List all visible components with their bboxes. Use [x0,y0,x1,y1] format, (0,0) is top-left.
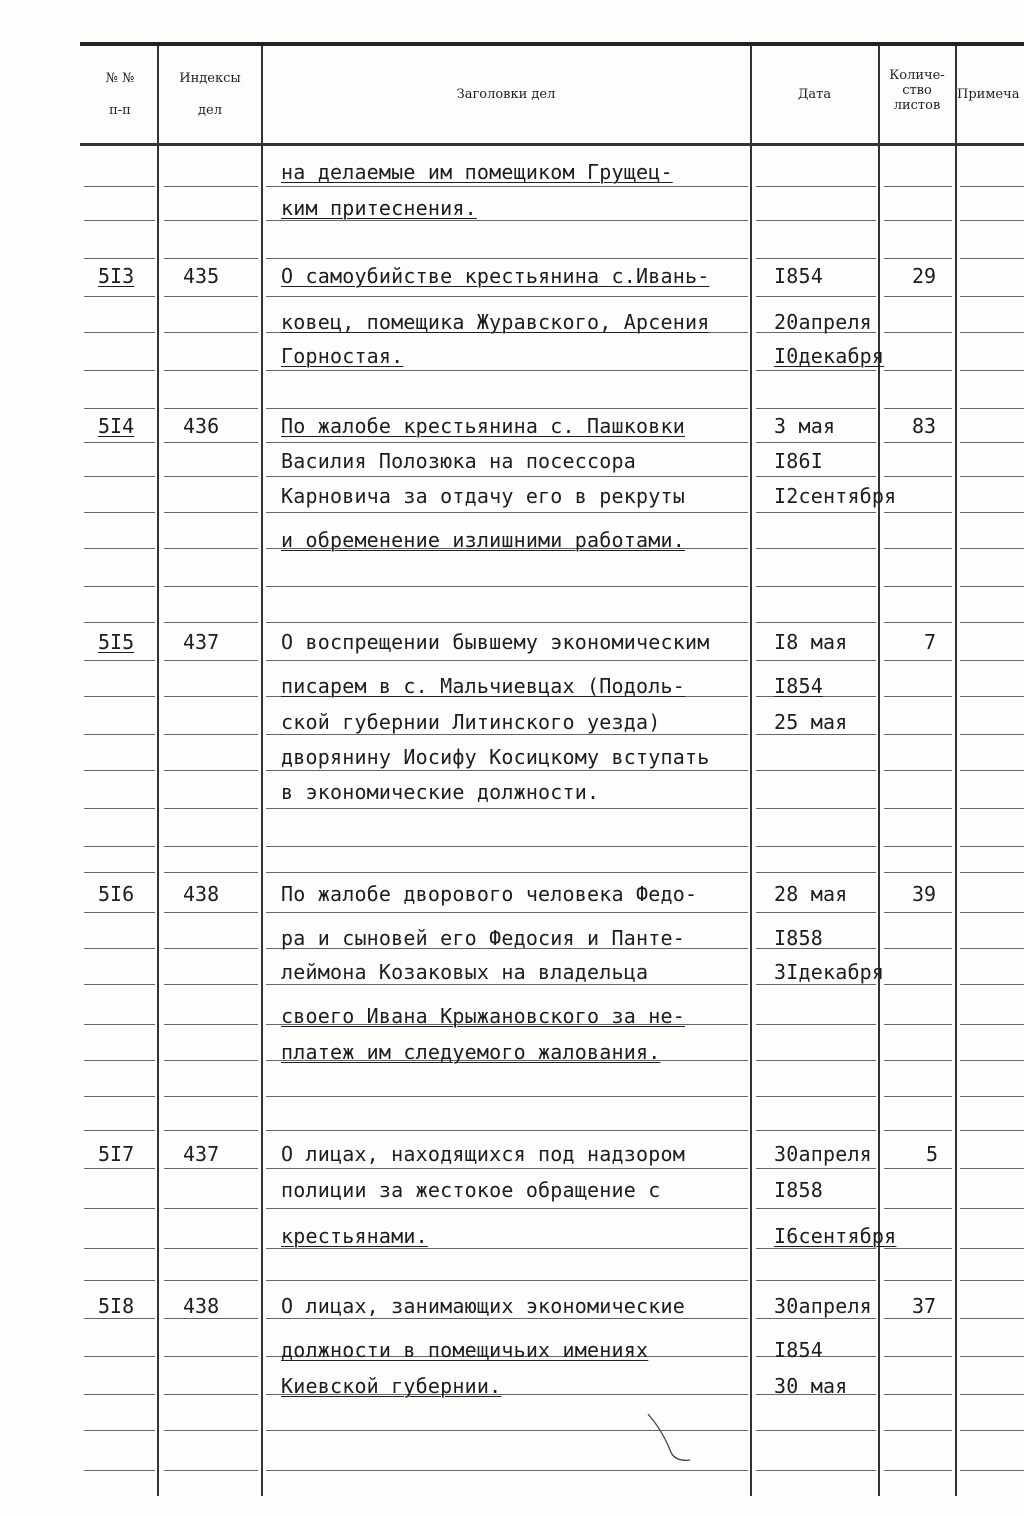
ruled-line [756,1130,876,1131]
ruled-line [266,872,748,873]
ruled-line [756,370,876,371]
ruled-line [84,948,155,949]
ruled-line [756,622,876,623]
entry-title-line: леймона Козаковых на владельца [281,960,649,984]
ruled-line [756,186,876,187]
ruled-line [164,696,258,697]
ruled-line [164,846,258,847]
ruled-line [960,332,1024,333]
ruled-line [164,258,258,259]
ruled-line [960,186,1024,187]
ruled-line [960,586,1024,587]
entry-date-line: I854 [774,264,823,288]
ruled-line [884,622,952,623]
ruled-line [266,984,748,985]
ruled-line [756,660,876,661]
ruled-line [164,408,258,409]
ruled-line [884,296,952,297]
ruled-line [84,408,155,409]
ruled-line [164,622,258,623]
ruled-line [884,1318,952,1319]
entry-title-line: О воспрещении бывшему экономическим [281,630,710,654]
ruled-line [960,1168,1024,1169]
ruled-line [884,734,952,735]
ruled-line [756,548,876,549]
ruled-line [884,984,952,985]
ruled-line [960,734,1024,735]
entry-number: 5I8 [98,1294,135,1318]
entry-title-line: крестьянами. [281,1224,428,1248]
ruled-line [756,442,876,443]
ruled-line [164,476,258,477]
entry-number: 5I6 [98,882,135,906]
entry-sheet-count: 83 [912,414,937,438]
entry-title-line: По жалобе крестьянина с. Пашковки [281,414,685,438]
entry-title-line: платеж им следуемого жалования. [281,1040,661,1064]
ruled-line [84,912,155,913]
entry-title-line: полиции за жестокое обращение с [281,1178,661,1202]
ruled-line [884,770,952,771]
header-num-line1: № № [105,71,135,86]
ruled-line [884,548,952,549]
ruled-line [884,846,952,847]
entry-date-line: 28 мая [774,882,848,906]
ruled-line [84,770,155,771]
entry-title-line: Киевской губернии. [281,1374,502,1398]
ruled-line [266,442,748,443]
ruled-line [884,912,952,913]
ruled-line [884,660,952,661]
header-count-line2: ство [902,83,932,98]
entry-index: 438 [183,882,220,906]
entry-title-line: О лицах, находящихся под надзором [281,1142,685,1166]
ruled-line [266,1096,748,1097]
ruled-line [884,948,952,949]
ruled-line [960,258,1024,259]
ruled-line [756,220,876,221]
ruled-line [884,1280,952,1281]
ruled-line [266,1280,748,1281]
ruled-line [756,1280,876,1281]
ruled-line [84,734,155,735]
ruled-line [164,1096,258,1097]
ruled-line [884,186,952,187]
ruled-line [884,476,952,477]
column-divider [878,46,880,1496]
entry-title-line: ра и сыновей его Федосия и Панте- [281,926,685,950]
ruled-line [84,332,155,333]
ruled-line [84,476,155,477]
ruled-line [266,1208,748,1209]
entry-date-line: 3 мая [774,414,836,438]
ruled-line [756,586,876,587]
ruled-line [884,872,952,873]
header-num [84,70,156,120]
ruled-line [756,1318,876,1319]
ruled-line [960,1394,1024,1395]
ruled-line [84,1168,155,1169]
ruled-line [960,1430,1024,1431]
ruled-line [84,660,155,661]
entry-sheet-count: 29 [912,264,937,288]
header-count-line1: Количе- [889,68,945,83]
ruled-line [884,408,952,409]
ruled-line [164,1394,258,1395]
column-divider [157,46,159,1496]
header-count-line3: листов [893,98,941,113]
ruled-line [266,846,748,847]
entry-index: 438 [183,1294,220,1318]
entry-title-line: О лицах, занимающих экономические [281,1294,685,1318]
ruled-line [960,476,1024,477]
ruled-line [266,408,748,409]
entry-title-line: ковец, помещика Журавского, Арсения [281,310,710,334]
header-index-line1: Индексы [179,71,241,86]
ruled-line [84,512,155,513]
ruled-line [884,1168,952,1169]
pen-stroke-mark [640,1410,700,1470]
ruled-line [756,984,876,985]
ruled-line [756,770,876,771]
entry-title-line: и обременение излишними работами. [281,528,685,552]
ruled-line [756,1168,876,1169]
ruled-line [266,1470,748,1471]
ruled-line [164,1280,258,1281]
ruled-line [164,370,258,371]
entry-title-line: в экономические должности. [281,780,600,804]
ruled-line [266,476,748,477]
entry-number: 5I4 [98,414,135,438]
ruled-line [960,442,1024,443]
entry-title-line: дворянину Иосифу Косицкому вступать [281,745,710,769]
column-divider [955,46,957,1496]
ruled-line [164,1168,258,1169]
ruled-line [84,258,155,259]
entry-number: 5I7 [98,1142,135,1166]
entry-index: 435 [183,264,220,288]
column-divider [261,46,263,1496]
entry-date-line: I0декабря [774,344,885,368]
header-count [880,68,954,113]
ruled-line [756,476,876,477]
ruled-line [84,442,155,443]
ruled-line [756,912,876,913]
entry-index: 437 [183,630,220,654]
ruled-line [164,1470,258,1471]
ruled-line [84,1060,155,1061]
entry-date-line: I854 [774,1338,823,1362]
entry-number: 5I3 [98,264,135,288]
ruled-line [960,1208,1024,1209]
ruled-line [84,548,155,549]
entry-date-line: I86I [774,449,823,473]
ruled-line [884,1248,952,1249]
header-num-line2: п-п [109,103,131,118]
ruled-line [884,696,952,697]
ruled-line [164,948,258,949]
entry-title-line: Карновича за отдачу его в рекруты [281,484,685,508]
ruled-line [84,1356,155,1357]
entry-number: 5I5 [98,630,135,654]
ruled-line [84,296,155,297]
ruled-line [960,660,1024,661]
ruled-line [266,622,748,623]
ruled-line [884,1394,952,1395]
ruled-line [266,370,748,371]
entry-date-line: 30 мая [774,1374,848,1398]
entry-title-line: писарем в с. Мальчиевцах (Подоль- [281,674,685,698]
ruled-line [960,622,1024,623]
ruled-line [164,332,258,333]
ruled-line [266,1248,748,1249]
entry-title-line: По жалобе дворового человека Федо- [281,882,698,906]
ruled-line [164,220,258,221]
ruled-line [960,1130,1024,1131]
entry-date-line: 20апреля [774,310,872,334]
header-bottom-rule [80,143,1024,146]
ruled-line [960,220,1024,221]
ruled-line [266,660,748,661]
ruled-line [164,1430,258,1431]
ruled-line [164,548,258,549]
ruled-line [84,1248,155,1249]
ruled-line [266,734,748,735]
ruled-line [884,512,952,513]
ruled-line [164,1248,258,1249]
ruled-line [164,1024,258,1025]
ruled-line [756,872,876,873]
header-title: Заголовки дел [456,87,556,102]
ruled-line [960,408,1024,409]
ruled-line [84,220,155,221]
ruled-line [84,808,155,809]
entry-date-line: I858 [774,1178,823,1202]
ruled-line [266,770,748,771]
ruled-line [164,912,258,913]
ruled-line [960,872,1024,873]
ruled-line [266,512,748,513]
entry-sheet-count: 39 [912,882,937,906]
ruled-line [884,370,952,371]
entry-index: 437 [183,1142,220,1166]
ruled-line [756,1024,876,1025]
ruled-line [960,1096,1024,1097]
ruled-line [960,296,1024,297]
ruled-line [164,186,258,187]
ruled-line [884,1356,952,1357]
entry-sheet-count: 37 [912,1294,937,1318]
entry-date-line: 30апреля [774,1142,872,1166]
ruled-line [164,296,258,297]
ruled-line [756,296,876,297]
ruled-line [884,220,952,221]
ruled-line [960,1318,1024,1319]
ruled-line [756,808,876,809]
ruled-line [84,370,155,371]
entry-date-line: I854 [774,674,823,698]
ruled-line [164,1356,258,1357]
ruled-line [960,1060,1024,1061]
ruled-line [164,512,258,513]
ruled-line [756,1060,876,1061]
ruled-line [756,1470,876,1471]
ruled-line [960,1024,1024,1025]
ruled-line [884,442,952,443]
ruled-line [84,186,155,187]
ruled-line [266,1130,748,1131]
ruled-line [84,622,155,623]
ruled-line [884,1208,952,1209]
ruled-line [84,1024,155,1025]
ruled-line [960,808,1024,809]
ruled-line [756,1208,876,1209]
ruled-line [884,1024,952,1025]
ruled-line [884,1096,952,1097]
entry-title-line: О самоубийстве крестьянина с.Ивань- [281,264,710,288]
ruled-line [756,846,876,847]
ruled-line [84,586,155,587]
ruled-line [884,1470,952,1471]
ruled-line [84,696,155,697]
ruled-line [960,512,1024,513]
ruled-line [84,1430,155,1431]
ruled-line [960,370,1024,371]
entry-date-line: 25 мая [774,710,848,734]
ruled-line [266,258,748,259]
entry-date-line: 3Iдекабря [774,960,885,984]
ruled-line [84,1280,155,1281]
entry-title-line: должности в помещичьих имениях [281,1338,649,1362]
ruled-line [960,948,1024,949]
column-divider [750,46,752,1496]
ruled-line [164,872,258,873]
entry-date-line: I858 [774,926,823,950]
ruled-line [960,984,1024,985]
ruled-line [266,808,748,809]
ruled-line [266,586,748,587]
ruled-line [164,1208,258,1209]
ruled-line [960,1280,1024,1281]
ruled-line [960,696,1024,697]
ruled-line [266,220,748,221]
ruled-line [266,186,748,187]
entry-date-line: I6сентября [774,1224,897,1248]
ruled-line [84,1394,155,1395]
ruled-line [84,846,155,847]
ruled-line [164,586,258,587]
ruled-line [756,408,876,409]
ruled-line [266,912,748,913]
entry-date-line: I8 мая [774,630,848,654]
ruled-line [164,808,258,809]
header-note: Примеча [957,87,1020,102]
ruled-line [960,548,1024,549]
ruled-line [756,734,876,735]
ruled-line [84,984,155,985]
ruled-line [960,1356,1024,1357]
entry-index: 436 [183,414,220,438]
ruled-line [884,258,952,259]
entry-sheet-count: 5 [926,1142,939,1166]
entry-sheet-count: 7 [924,630,937,654]
ruled-line [960,1248,1024,1249]
ruled-line [960,1470,1024,1471]
ruled-line [164,1130,258,1131]
ruled-line [756,1430,876,1431]
ruled-line [84,1096,155,1097]
ruled-line [884,1430,952,1431]
ruled-line [960,912,1024,913]
ruled-line [756,258,876,259]
ruled-line [84,872,155,873]
entry-title-line: своего Ивана Крыжановского за не- [281,1004,685,1028]
entry-date-line: 30апреля [774,1294,872,1318]
ruled-line [884,586,952,587]
ruled-line [756,1096,876,1097]
header-index-line2: дел [198,103,222,118]
header-index [160,70,260,120]
ruled-line [164,660,258,661]
ruled-line [266,296,748,297]
ruled-line [164,1060,258,1061]
ruled-line [266,1318,748,1319]
ruled-line [266,1168,748,1169]
entry-title-line: ской губернии Литинского уезда) [281,710,661,734]
ruled-line [84,1130,155,1131]
continuation-line: на делаемые им помещиком Грущец- [281,160,673,184]
ruled-line [884,332,952,333]
ruled-line [84,1470,155,1471]
ruled-line [756,512,876,513]
ruled-line [756,1248,876,1249]
entry-date-line: I2сентября [774,484,897,508]
ruled-line [884,1060,952,1061]
ruled-line [960,770,1024,771]
entry-title-line: Василия Полозюка на посессора [281,449,636,473]
entry-title-line: Горностая. [281,344,404,368]
header-date: Дата [797,87,832,102]
ruled-line [164,770,258,771]
ruled-line [884,1130,952,1131]
ruled-line [84,1318,155,1319]
ruled-line [84,1208,155,1209]
ruled-line [164,442,258,443]
ruled-line [884,808,952,809]
table-top-rule [80,42,1024,46]
continuation-line: ким притеснения. [281,196,477,220]
ruled-line [164,984,258,985]
ruled-line [960,846,1024,847]
ruled-line [164,734,258,735]
ruled-line [164,1318,258,1319]
